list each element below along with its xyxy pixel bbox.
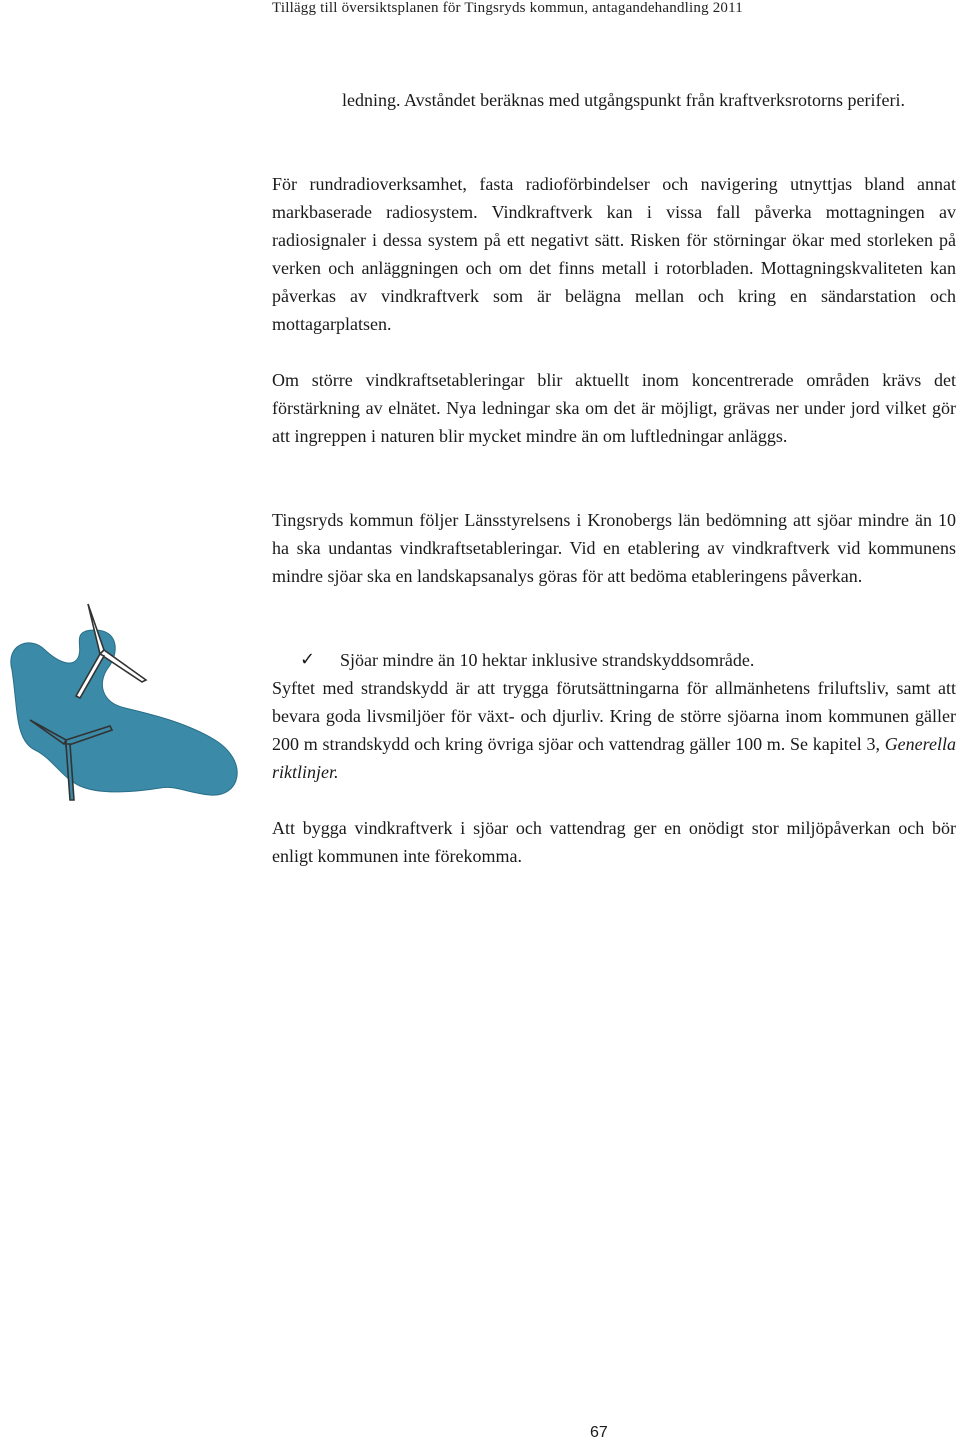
running-header: Tillägg till översiktsplanen för Tingsryds kommun, antagandehandling 2011 bbox=[272, 0, 743, 16]
lake-shape bbox=[11, 630, 237, 795]
shore-protection-text: Syftet med strandskydd är att trygga förutsättningarna för allmänhetens friluftsliv, samt att bevara goda livsmiljöer för växt- och djurliv. Kring de större sjöarna inom kommunen gäller 200 m strandskydd och kring övriga sjöar och vattendrag gäller 100 m. Se kapitel 3, bbox=[272, 678, 956, 754]
paragraph-lakes: Tingsryds kommun följer Länsstyrelsens i Kronobergs län bedömning att sjöar mindre än 10 ha ska undantas vindkraftsetableringar. Vid en etablering av vindkraftverk vid kommunens mindre sjöar ska en landskapsanalys göras för att bedöma etableringens påverkan. bbox=[272, 510, 956, 586]
lake-turbine-illustration bbox=[0, 590, 270, 810]
page-number: 67 bbox=[590, 1424, 608, 1441]
paragraph-radio: För rundradioverksamhet, fasta radioförbindelser och navigering utnyttjas bland annat markbaserade radiosystem. Vindkraftverk kan i vissa fall påverka mottagningen av radiosignaler i dessa system på ett negativt sätt. Risken för störningar ökar med storleken på verken och anläggningen och om det finns metall i rotorbladen. Mottagningskvaliteten kan påverkas av vindkraftverk som är belägna mellan och kring en sändarstation och mottagarplatsen. bbox=[272, 174, 956, 334]
paragraph-conclusion: Att bygga vindkraftverk i sjöar och vattendrag ger en onödigt stor miljöpåverkan och bör enligt kommunen inte förekomma. bbox=[272, 818, 956, 866]
chapter-reference: Generella riktlinjer. bbox=[272, 734, 956, 782]
checklist-label: Sjöar mindre än 10 hektar inklusive strandskyddsområde. bbox=[340, 650, 755, 670]
paragraph-shore-protection bbox=[272, 674, 956, 786]
paragraph-continuation: ledning. Avståndet beräknas med utgångspunkt från kraftverksrotorns periferi. bbox=[342, 90, 906, 110]
paragraph-grid: Om större vindkraftsetableringar blir aktuellt inom koncentrerade områden krävs det förstärkning av elnätet. Nya ledningar ska om det är möjligt, grävas ner under jord vilket gör att ingreppen i naturen blir mycket mindre än om luftledningar anläggs. bbox=[272, 370, 956, 446]
checkmark-icon: ✓ bbox=[300, 649, 316, 670]
